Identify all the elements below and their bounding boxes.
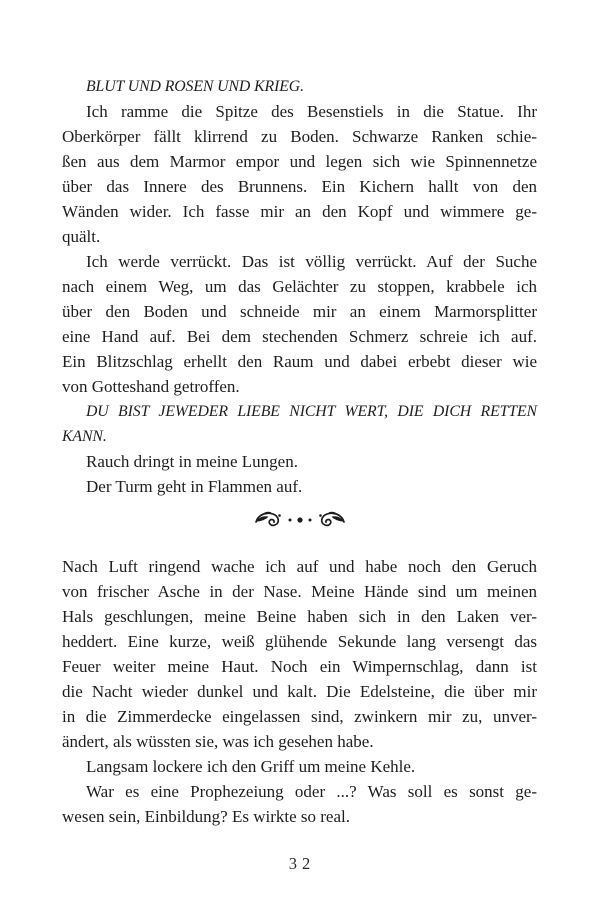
text-line: Ein Blitzschlag erhellt den Raum und dabei erbebt dieser wie	[62, 352, 537, 371]
body-paragraph	[62, 449, 537, 474]
text-line: von Gotteshand getroffen.	[62, 377, 240, 396]
text-section-2	[62, 554, 537, 829]
text-line: wesen sein, Einbildung? Es wirkte so real.	[62, 807, 350, 826]
body-paragraph	[62, 779, 537, 829]
text-line: DU BIST JEWEDER LIEBE NICHT WERT, DIE DICH RETTEN	[86, 403, 537, 420]
text-line: von frischer Asche in der Nase. Meine Hände sind um meinen	[62, 582, 537, 601]
text-line: in die Zimmerdecke eingelassen sind, zwinkern mir zu, unver-	[62, 707, 537, 726]
emphasis-paragraph	[62, 74, 537, 99]
text-line: Nach Luft ringend wache ich auf und habe noch den Geruch	[62, 557, 537, 576]
text-line: über das Innere des Brunnens. Ein Kichern hallt von den	[62, 177, 537, 196]
text-line: nach einem Weg, um das Gelächter zu stoppen, krabbele ich	[62, 277, 537, 296]
text-line: War es eine Prophezeiung oder ...? Was soll es sonst ge-	[86, 782, 537, 801]
text-line: Ich ramme die Spitze des Besenstiels in die Statue. Ihr	[86, 102, 537, 121]
text-line: Rauch dringt in meine Lungen.	[86, 452, 298, 471]
page-number: 32	[288, 854, 316, 873]
text-line: Oberkörper fällt klirrend zu Boden. Schwarze Ranken schie-	[62, 127, 537, 146]
text-line: die Nacht wieder dunkel und kalt. Die Edelsteine, die über mir	[62, 682, 537, 701]
body-paragraph	[62, 249, 537, 399]
text-section-1	[62, 74, 537, 499]
text-line: Hals geschlungen, meine Beine haben sich in den Laken ver-	[62, 607, 537, 626]
body-paragraph	[62, 754, 537, 779]
scene-break-divider	[62, 508, 537, 532]
text-line: über den Boden und schneide mir an einem Marmorsplitter	[62, 302, 537, 321]
text-line: Der Turm geht in Flammen auf.	[86, 477, 303, 496]
text-line: ßen aus dem Marmor empor und legen sich wie Spinnennetze	[62, 152, 537, 171]
text-line: quält.	[62, 227, 101, 246]
text-line: eine Hand auf. Bei dem stechenden Schmerz schreie ich auf.	[62, 327, 537, 346]
text-line: ändert, als wüssten sie, was ich gesehen habe.	[62, 732, 374, 751]
text-line: heddert. Eine kurze, weiß glühende Sekunde lang versengt das	[62, 632, 537, 651]
body-paragraph	[62, 99, 537, 249]
text-line: Langsam lockere ich den Griff um meine Kehle.	[86, 757, 416, 776]
body-paragraph	[62, 554, 537, 754]
text-line: Ich werde verrückt. Das ist völlig verrückt. Auf der Suche	[86, 252, 537, 271]
text-line: Feuer weiter meine Haut. Noch ein Wimpernschlag, dann ist	[62, 657, 537, 676]
text-line: BLUT UND ROSEN UND KRIEG.	[86, 78, 304, 95]
emphasis-paragraph	[62, 399, 537, 449]
body-paragraph	[62, 474, 537, 499]
fleuron-ornament-icon	[254, 508, 346, 532]
text-line: Wänden wider. Ich fasse mir an den Kopf und wimmere ge-	[62, 202, 537, 221]
text-line: KANN.	[62, 428, 107, 445]
